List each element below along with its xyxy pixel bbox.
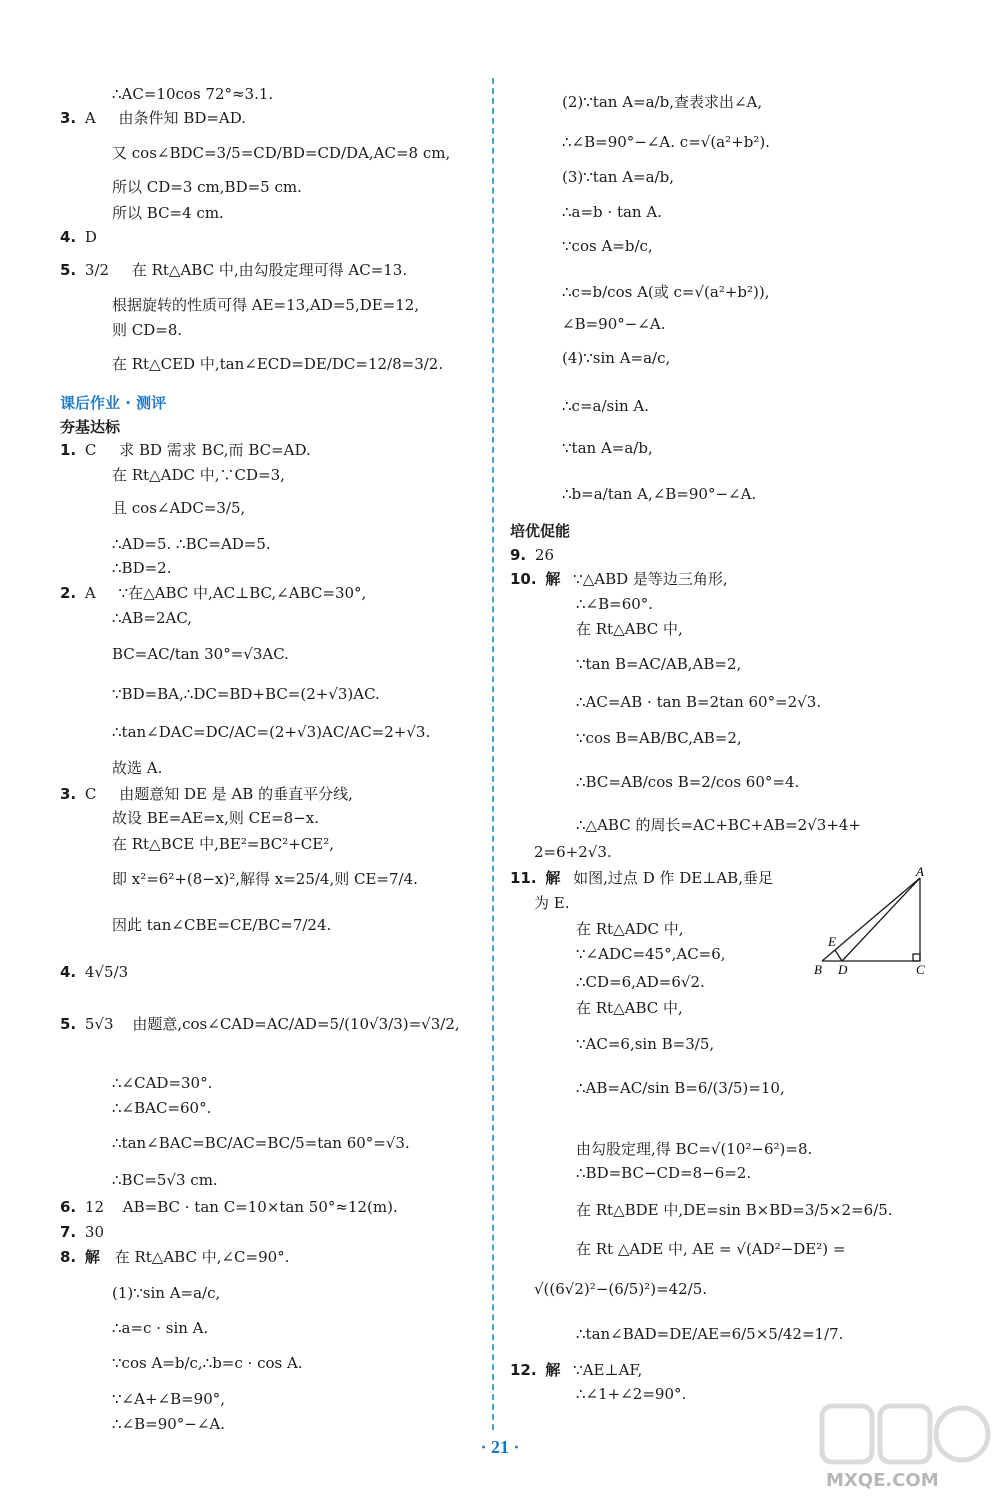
homework-3: 3. C 由题意知 DE 是 AB 的垂直平分线, bbox=[60, 785, 353, 803]
text-line: 所以 CD=3 cm,BD=5 cm. bbox=[112, 178, 302, 196]
text-line: 所以 BC=4 cm. bbox=[112, 204, 224, 222]
text-line: ∵∠A+∠B=90°, bbox=[112, 1390, 226, 1408]
text-line: ∵AC=6,sin B=3/5, bbox=[576, 1035, 715, 1053]
watermark-text: MXQE.COM bbox=[826, 1470, 939, 1491]
text-line: 因此 tan∠CBE=CE/BC=7/24. bbox=[112, 916, 332, 934]
text-line: ∴BD=2. bbox=[112, 559, 172, 577]
text-line: 根据旋转的性质可得 AE=13,AD=5,DE=12, bbox=[112, 296, 420, 314]
text-line: 即 x²=6²+(8−x)²,解得 x=25/4,则 CE=7/4. bbox=[112, 870, 418, 888]
homework-2: 2. A ∵在△ABC 中,AC⊥BC,∠ABC=30°, bbox=[60, 584, 367, 602]
text-line: 则 CD=8. bbox=[112, 321, 183, 339]
text-line: ∵tan B=AC/AB,AB=2, bbox=[576, 655, 742, 673]
homework-8: 8. 解 在 Rt△ABC 中,∠C=90°. bbox=[60, 1248, 290, 1266]
text-line: ∴AC=AB · tan B=2tan 60°=2√3. bbox=[576, 693, 822, 711]
text-line: 为 E. bbox=[534, 894, 570, 912]
text-line: 又 cos∠BDC=3/5=CD/BD=CD/DA,AC=8 cm, bbox=[112, 144, 451, 162]
text-line: ∴∠B=90°−∠A. c=√(a²+b²). bbox=[562, 133, 770, 151]
problem-11: 11. 解 如图,过点 D 作 DE⊥AB,垂足 bbox=[510, 869, 773, 887]
text-line: ∴BC=AB/cos B=2/cos 60°=4. bbox=[576, 773, 800, 791]
text-line: 在 Rt△ADC 中,∵CD=3, bbox=[112, 466, 285, 484]
text-line: ∴∠BAC=60°. bbox=[112, 1099, 212, 1117]
text-line: ∴a=c · sin A. bbox=[112, 1319, 209, 1337]
text-line: (3)∵tan A=a/b, bbox=[562, 168, 674, 186]
text-line: ∴AD=5. ∴BC=AD=5. bbox=[112, 535, 271, 553]
text-line: ∴CD=6,AD=6√2. bbox=[576, 973, 705, 991]
label-A: A bbox=[916, 866, 924, 879]
homework-6: 6. 12 AB=BC · tan C=10×tan 50°≈12(m). bbox=[60, 1198, 398, 1216]
text-line: 在 Rt△ABC 中, bbox=[576, 999, 683, 1017]
text-line: ∴△ABC 的周长=AC+BC+AB=2√3+4+ bbox=[576, 816, 862, 834]
text-line: (1)∵sin A=a/c, bbox=[112, 1284, 221, 1302]
question-5: 5. 3/2 在 Rt△ABC 中,由勾股定理可得 AC=13. bbox=[60, 261, 408, 279]
text-line: ∴c=b/cos A(或 c=√(a²+b²)), bbox=[562, 283, 770, 301]
text-line: 故选 A. bbox=[112, 759, 163, 777]
subsection-heading: 夯基达标 bbox=[60, 418, 121, 436]
text-line: ∠B=90°−∠A. bbox=[562, 315, 666, 333]
text-line: ∴AB=AC/sin B=6/(3/5)=10, bbox=[576, 1079, 785, 1097]
text-line: ∴∠B=90°−∠A. bbox=[112, 1415, 226, 1433]
text-line: ∵∠ADC=45°,AC=6, bbox=[576, 945, 726, 963]
text-line: 在 Rt△ADC 中, bbox=[576, 920, 684, 938]
problem-9: 9. 26 bbox=[510, 546, 555, 564]
text-line: ∴∠B=60°. bbox=[576, 595, 654, 613]
section-heading: 课后作业 · 测评 bbox=[60, 394, 167, 412]
text-line: ∴tan∠BAD=DE/AE=6/5×5/42=1/7. bbox=[576, 1325, 844, 1343]
label-D: D bbox=[838, 962, 848, 977]
text-line: ∴∠1+∠2=90°. bbox=[576, 1385, 687, 1403]
problem-10: 10. 解 ∵△ABD 是等边三角形, bbox=[510, 570, 728, 588]
text-line: √((6√2)²−(6/5)²)=42/5. bbox=[534, 1280, 708, 1298]
text-line: (4)∵sin A=a/c, bbox=[562, 349, 671, 367]
page-number: · 21 · bbox=[480, 1437, 520, 1457]
triangle-figure bbox=[810, 866, 935, 981]
text-line: ∴BD=BC−CD=8−6=2. bbox=[576, 1164, 752, 1182]
text-line: ∴b=a/tan A,∠B=90°−∠A. bbox=[562, 485, 757, 503]
text-line: ∴AC=10cos 72°≈3.1. bbox=[112, 85, 274, 103]
homework-7: 7. 30 bbox=[60, 1223, 105, 1241]
problem-12: 12. 解 ∵AE⊥AF, bbox=[510, 1361, 643, 1379]
label-E: E bbox=[828, 934, 836, 949]
text-line: ∴tan∠DAC=DC/AC=(2+√3)AC/AC=2+√3. bbox=[112, 723, 431, 741]
text-line: BC=AC/tan 30°=√3AC. bbox=[112, 645, 289, 663]
text-line: (2)∵tan A=a/b,查表求出∠A, bbox=[562, 93, 763, 111]
text-line: ∵BD=BA,∴DC=BD+BC=(2+√3)AC. bbox=[112, 685, 380, 703]
text-line: 由勾股定理,得 BC=√(10²−6²)=8. bbox=[576, 1140, 813, 1158]
label-C: C bbox=[916, 962, 925, 977]
text-line: 2=6+2√3. bbox=[534, 843, 612, 861]
homework-4: 4. 4√5/3 bbox=[60, 963, 129, 981]
question-4: 4. D bbox=[60, 228, 97, 246]
text-line: 且 cos∠ADC=3/5, bbox=[112, 499, 246, 517]
text-line: 在 Rt△ABC 中, bbox=[576, 620, 683, 638]
text-line: ∴c=a/sin A. bbox=[562, 397, 650, 415]
label-B: B bbox=[814, 962, 822, 977]
text-line: ∴a=b · tan A. bbox=[562, 203, 662, 221]
homework-1: 1. C 求 BD 需求 BC,而 BC=AD. bbox=[60, 441, 311, 459]
text-line: ∴∠CAD=30°. bbox=[112, 1074, 213, 1092]
text-line: 在 Rt△CED 中,tan∠ECD=DE/DC=12/8=3/2. bbox=[112, 355, 444, 373]
subsection-heading: 培优促能 bbox=[510, 522, 571, 540]
text-line: 在 Rt △ADE 中, AE = √(AD²−DE²) = bbox=[576, 1240, 846, 1258]
homework-5: 5. 5√3 由题意,cos∠CAD=AC/AD=5/(10√3/3)=√3/2, bbox=[60, 1015, 460, 1033]
column-divider bbox=[492, 78, 494, 1430]
text-line: ∵cos B=AB/BC,AB=2, bbox=[576, 729, 742, 747]
text-line: 故设 BE=AE=x,则 CE=8−x. bbox=[112, 809, 319, 827]
text-line: ∵tan A=a/b, bbox=[562, 439, 653, 457]
text-line: 在 Rt△BCE 中,BE²=BC²+CE², bbox=[112, 835, 335, 853]
text-line: 在 Rt△BDE 中,DE=sin B×BD=3/5×2=6/5. bbox=[576, 1201, 893, 1219]
text-line: ∵cos A=b/c, bbox=[562, 237, 653, 255]
text-line: ∴tan∠BAC=BC/AC=BC/5=tan 60°=√3. bbox=[112, 1134, 410, 1152]
text-line: ∴AB=2AC, bbox=[112, 609, 193, 627]
question-3: 3. A 由条件知 BD=AD. bbox=[60, 109, 247, 127]
text-line: ∴BC=5√3 cm. bbox=[112, 1171, 218, 1189]
text-line: ∵cos A=b/c,∴b=c · cos A. bbox=[112, 1354, 303, 1372]
